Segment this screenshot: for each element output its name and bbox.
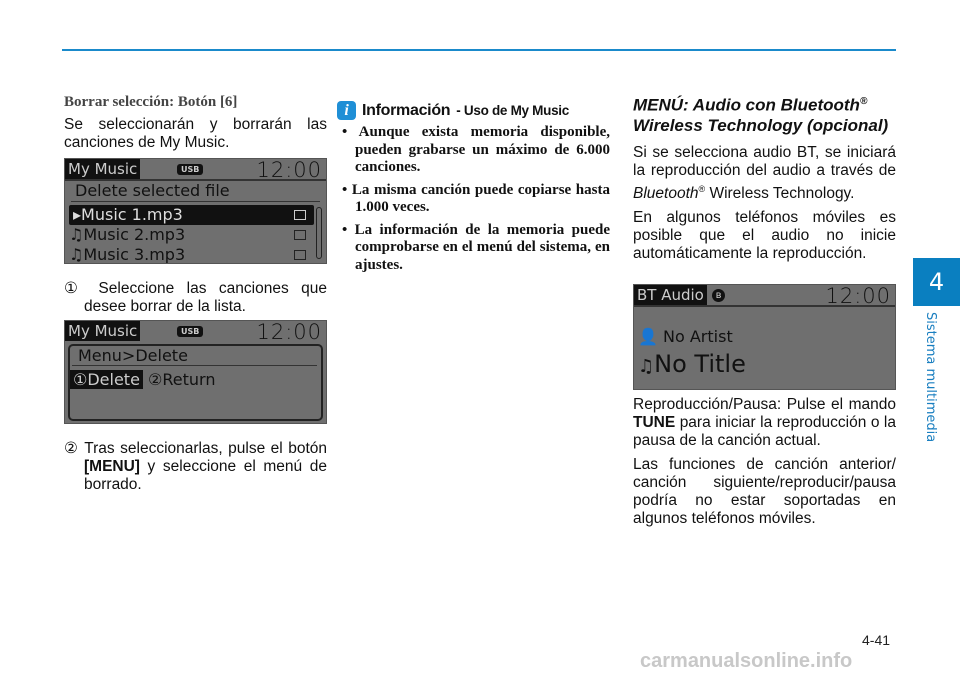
checkbox-icon [294, 250, 306, 260]
screen-bt-audio [633, 284, 896, 390]
screen-delete-selected [64, 158, 327, 264]
usb-badge: USB [177, 326, 203, 337]
header-rule [62, 49, 896, 51]
paragraph: Reproducción/Pausa: Pulse el mando TUNE para iniciar la reproducción o la pausa de la canción actual. [633, 395, 896, 449]
middle-column [337, 101, 610, 279]
paragraph: En algunos teléfonos móviles es posible que el audio no inicie automáticamente la reproducción. [633, 208, 896, 262]
screen-title: My Music [65, 321, 140, 341]
file-row: ▸Music 1.mp3 [69, 205, 314, 225]
checkbox-icon [294, 230, 306, 240]
title-line: ♫No Title [638, 349, 746, 378]
info-icon: i [337, 101, 356, 120]
checkbox-icon [294, 210, 306, 220]
left-column [64, 94, 327, 494]
list-item: • La misma canción puede copiarse hasta 1.000 veces. [342, 181, 610, 215]
bluetooth-icon: ʙ [712, 289, 725, 302]
artist-line: 👤 No Artist [638, 326, 733, 346]
screen-title: My Music [65, 159, 140, 179]
scrollbar [316, 207, 322, 259]
person-icon: 👤 [638, 326, 658, 346]
chapter-label: Sistema multimedia [923, 312, 938, 443]
info-list [337, 124, 610, 274]
menu-title: Menu>Delete [72, 346, 317, 366]
return-option: ②Return [148, 370, 216, 389]
music-note-icon: ♫ [69, 225, 84, 244]
clock: 12:00 [825, 283, 891, 308]
file-row: ♫Music 3.mp3 [65, 245, 326, 264]
step-1: ① Seleccione las canciones que desee borrar de la lista. [64, 280, 327, 315]
chapter-tab[interactable]: 4 [913, 258, 960, 306]
info-heading: i Información - Uso de My Music [337, 101, 610, 120]
screen-subtitle: Delete selected file [71, 181, 320, 202]
right-column [633, 92, 896, 534]
music-note-icon: ♫ [638, 355, 655, 377]
list-item: • Aunque exista memoria disponible, pueden grabarse un máximo de 6.000 canciones. [342, 124, 610, 175]
paragraph: Si se selecciona audio BT, se iniciará la reproducción del audio a través de Bluetooth® Wireless Technology. [633, 143, 896, 202]
step-2: ② Tras seleccionarlas, pulse el botón [MENU] y seleccione el menú de borrado. [64, 440, 327, 493]
screen-menu-delete [64, 320, 327, 424]
intro-text: Se seleccionarán y borrarán las canciones de My Music. [64, 116, 327, 151]
list-item: • La información de la memoria puede comprobarse en el menú del sistema, en ajustes. [342, 221, 610, 273]
clock: 12:00 [256, 320, 322, 344]
menu-heading: MENÚ: Audio con Bluetooth® Wireless Technology (opcional) [633, 95, 889, 135]
delete-option: ①Delete [70, 370, 143, 389]
music-note-icon: ♫ [69, 245, 84, 264]
usb-badge: USB [177, 164, 203, 175]
section-heading: Borrar selección: Botón [6] [64, 94, 238, 110]
menu-box [68, 344, 323, 421]
clock: 12:00 [256, 158, 322, 182]
paragraph: Las funciones de canción anterior/ canción siguiente/reproducir/pausa podría no estar soportadas en algunos teléfonos móviles. [633, 455, 896, 527]
page-number: 4-41 [862, 632, 891, 648]
watermark: carmanualsonline.info [640, 650, 853, 672]
file-row: ♫Music 2.mp3 [65, 225, 326, 245]
screen-title: BT Audio [634, 285, 707, 305]
play-icon: ▸ [73, 205, 82, 224]
